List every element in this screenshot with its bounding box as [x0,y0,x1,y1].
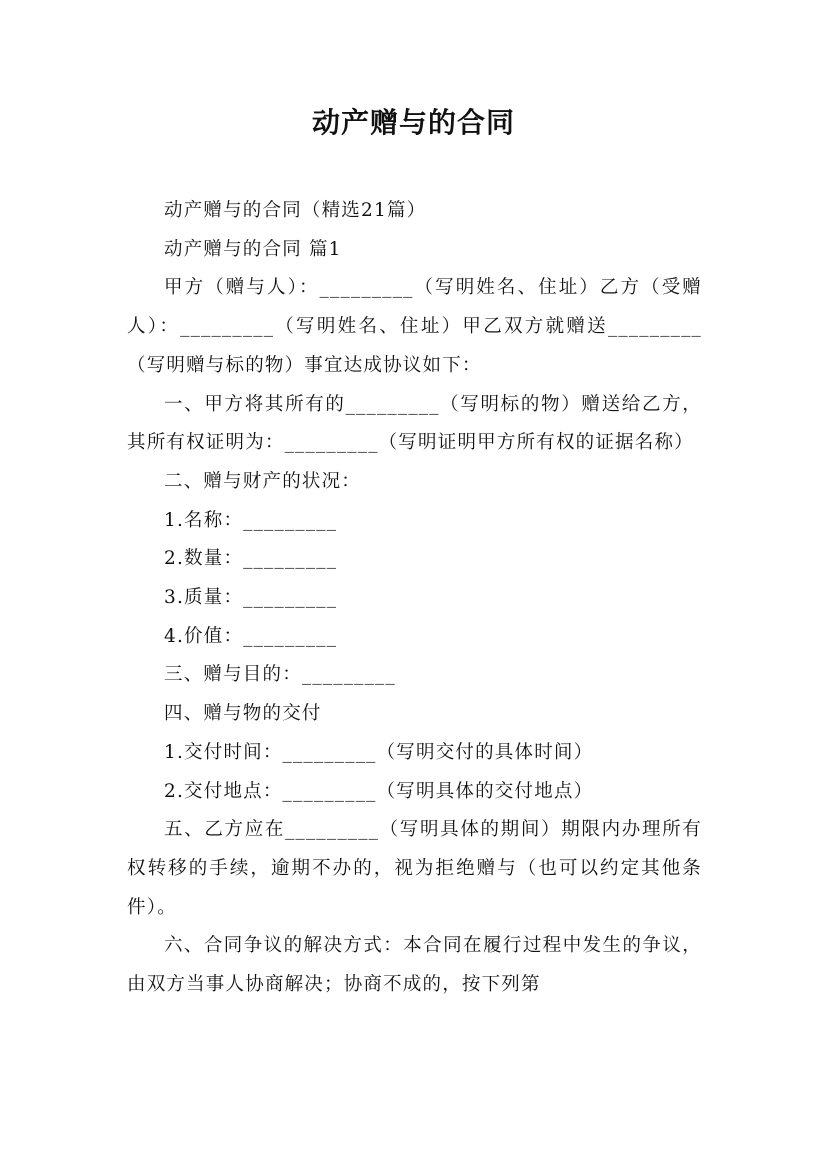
paragraph-clause-1: 一、甲方将其所有的_________（写明标的物）赠送给乙方，其所有权证明为：_________（写明证明甲方所有权的证据名称） [127,393,702,454]
paragraph-delivery-time: 1.交付时间：_________（写明交付的具体时间） [164,741,594,763]
paragraph-clause-5: 五、乙方应在_________（写明具体的期间）期限内办理所有权转移的手续，逾期不办的，视为拒绝赠与（也可以约定其他条件）。 [127,819,702,918]
paragraph-item-quantity: 2.数量：_________ [164,548,338,570]
paragraph-clause-4: 四、赠与物的交付 [164,703,322,725]
paragraph-parties: 甲方（赠与人）：_________（写明姓名、住址）乙方（受赠人）：_________（写明姓名、住址）甲乙双方就赠送_________（写明赠与标的物）事宜达成协议如下： [127,277,702,376]
paragraph-clause-3: 三、赠与目的：_________ [164,664,396,686]
paragraph-delivery-place: 2.交付地点：_________（写明具体的交付地点） [164,780,594,802]
paragraph-item-quality: 3.质量：_________ [164,587,338,609]
document-body [127,192,702,1005]
paragraph-section-heading: 动产赠与的合同 篇1 [164,238,342,260]
paragraph-clause-2: 二、赠与财产的状况： [164,470,362,492]
paragraph-clause-6: 六、合同争议的解决方式：本合同在履行过程中发生的争议，由双方当事人协商解决；协商不成的，按下列第 [127,935,702,996]
paragraph-item-name: 1.名称：_________ [164,509,338,531]
document-title: 动产赠与的合同 [311,106,515,139]
paragraph-subtitle: 动产赠与的合同（精选21篇） [164,200,427,221]
paragraph-item-value: 4.价值：_________ [164,625,338,647]
